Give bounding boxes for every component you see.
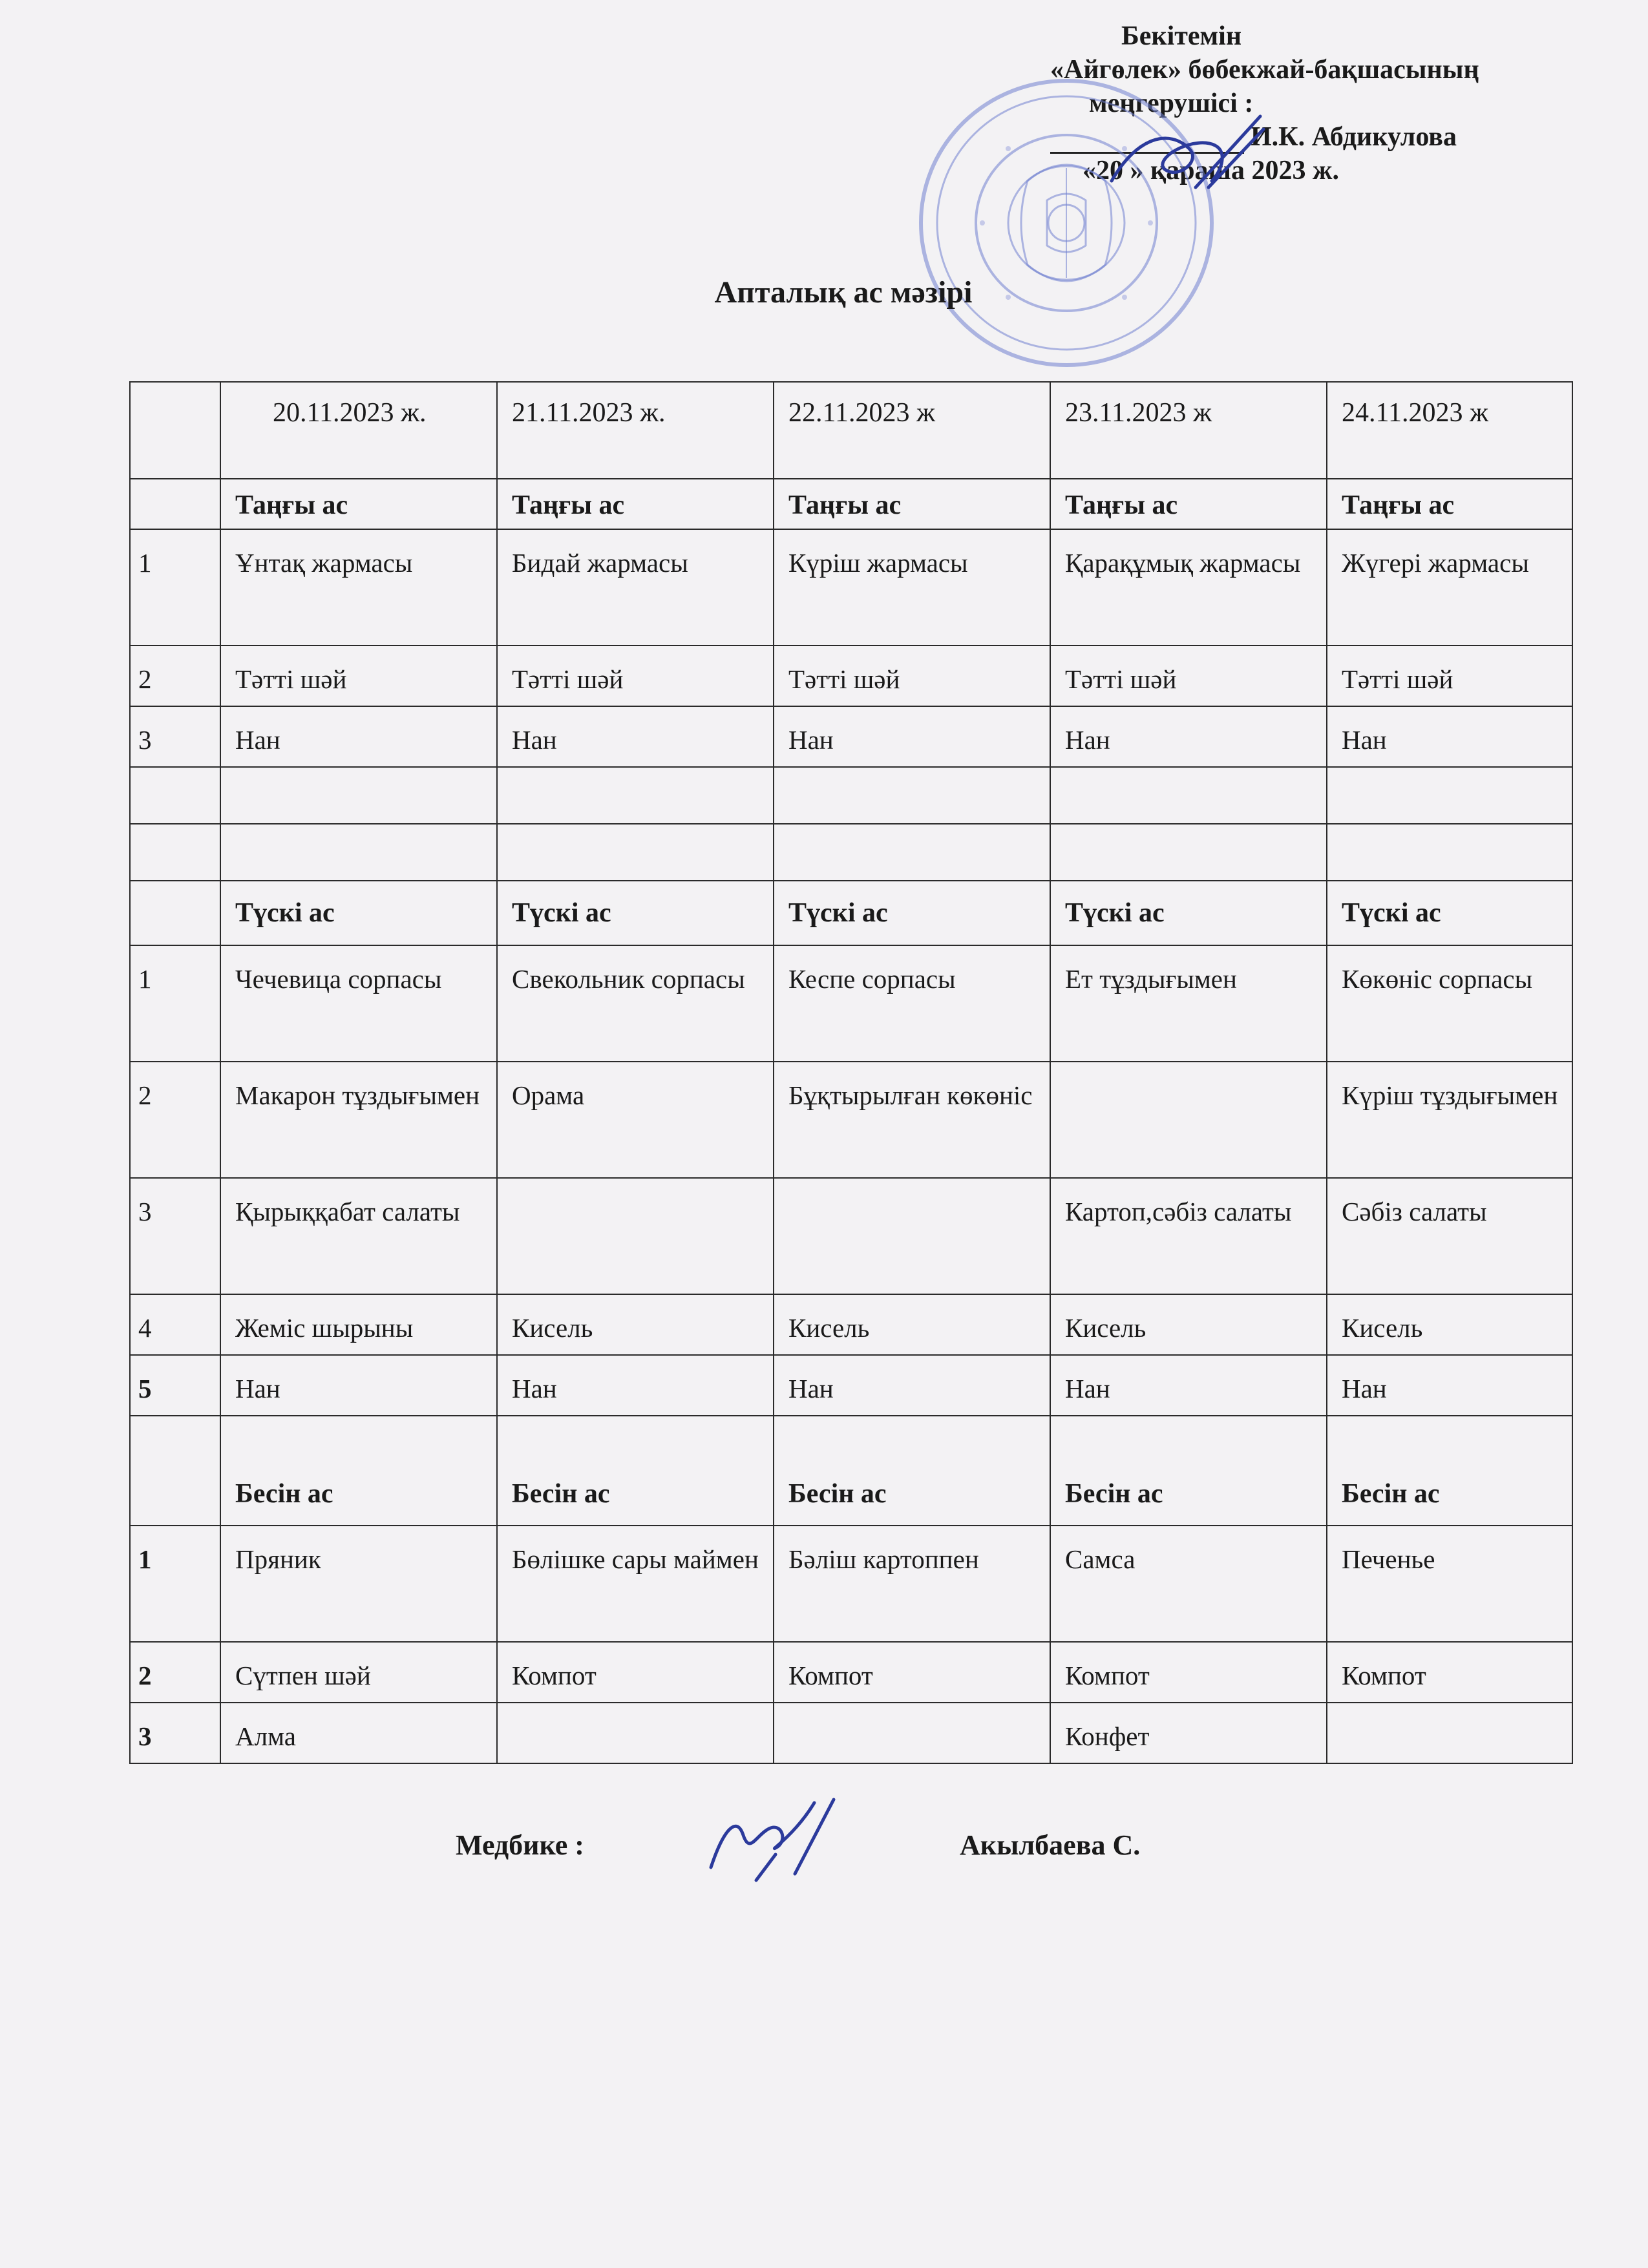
- menu-cell: [774, 1703, 1050, 1763]
- menu-cell: Бөлішке сары маймен: [497, 1526, 774, 1642]
- snack-heading: Бесін ас: [1050, 1416, 1327, 1526]
- menu-cell: Кисель: [497, 1294, 774, 1355]
- menu-cell: Көкөніс сорпасы: [1327, 945, 1572, 1062]
- menu-cell: Сүтпен шәй: [220, 1642, 497, 1703]
- nurse-name: Акылбаева С.: [960, 1829, 1141, 1861]
- menu-cell: Нан: [497, 1355, 774, 1416]
- row-number: 1: [130, 1526, 220, 1642]
- menu-cell: Тәтті шәй: [774, 646, 1050, 706]
- menu-cell: Жеміс шырыны: [220, 1294, 497, 1355]
- nurse-label: Медбике :: [456, 1829, 584, 1861]
- row-number: 2: [130, 1642, 220, 1703]
- table-row: [130, 646, 1572, 706]
- snack-heading: Бесін ас: [497, 1416, 774, 1526]
- lunch-heading: Түскі ас: [497, 881, 774, 945]
- menu-cell: Тәтті шәй: [497, 646, 774, 706]
- menu-cell: Сәбіз салаты: [1327, 1178, 1572, 1294]
- menu-cell: Қырыққабат салаты: [220, 1178, 497, 1294]
- menu-cell: Кисель: [774, 1294, 1050, 1355]
- menu-cell: Нан: [774, 706, 1050, 767]
- menu-cell: Компот: [497, 1642, 774, 1703]
- table-row: [130, 1062, 1572, 1178]
- breakfast-heading-row: [130, 479, 1572, 529]
- row-number: 2: [130, 1062, 220, 1178]
- date-row: [130, 382, 1572, 479]
- lunch-heading: Түскі ас: [774, 881, 1050, 945]
- nurse-signature-icon: [698, 1790, 847, 1887]
- menu-cell: Нан: [1327, 706, 1572, 767]
- menu-cell: Компот: [1327, 1642, 1572, 1703]
- row-number: 1: [130, 945, 220, 1062]
- breakfast-heading: Таңғы ас: [497, 479, 774, 529]
- breakfast-heading: Таңғы ас: [1050, 479, 1327, 529]
- menu-cell: Бұқтырылған көкөніс: [774, 1062, 1050, 1178]
- menu-cell: Алма: [220, 1703, 497, 1763]
- menu-cell: Чечевица сорпасы: [220, 945, 497, 1062]
- table-row: [130, 1642, 1572, 1703]
- heading-num-cell: [130, 479, 220, 529]
- row-number: 1: [130, 529, 220, 646]
- date-cell: 24.11.2023 ж: [1327, 382, 1572, 479]
- approval-line3: меңгерушісі :: [1089, 89, 1254, 118]
- snack-heading: Бесін ас: [774, 1416, 1050, 1526]
- snack-heading: Бесін ас: [220, 1416, 497, 1526]
- menu-cell: Орама: [497, 1062, 774, 1178]
- row-number: 3: [130, 1703, 220, 1763]
- date-cell: 20.11.2023 ж.: [220, 382, 497, 479]
- date-cell: 21.11.2023 ж.: [497, 382, 774, 479]
- breakfast-heading: Таңғы ас: [1327, 479, 1572, 529]
- menu-cell: Нан: [220, 706, 497, 767]
- table-row: [130, 706, 1572, 767]
- row-number: 2: [130, 646, 220, 706]
- menu-cell: Кисель: [1050, 1294, 1327, 1355]
- menu-cell: Макарон тұздығымен: [220, 1062, 497, 1178]
- row-number: 3: [130, 706, 220, 767]
- table-row: [130, 1703, 1572, 1763]
- menu-cell: Тәтті шәй: [1050, 646, 1327, 706]
- date-cell: 22.11.2023 ж: [774, 382, 1050, 479]
- corner-cell: [130, 382, 220, 479]
- menu-cell: Картоп,сәбіз салаты: [1050, 1178, 1327, 1294]
- table-row: [130, 945, 1572, 1062]
- menu-cell: [1050, 1062, 1327, 1178]
- menu-cell: Жүгері жармасы: [1327, 529, 1572, 646]
- weekly-menu-table: [129, 381, 1573, 1764]
- lunch-heading: Түскі ас: [1327, 881, 1572, 945]
- menu-cell: Компот: [774, 1642, 1050, 1703]
- menu-cell: Бәліш картоппен: [774, 1526, 1050, 1642]
- blank-row: [130, 767, 1572, 824]
- lunch-heading: Түскі ас: [220, 881, 497, 945]
- menu-cell: [497, 1703, 774, 1763]
- lunch-heading: Түскі ас: [1050, 881, 1327, 945]
- menu-cell: Компот: [1050, 1642, 1327, 1703]
- row-number: 3: [130, 1178, 220, 1294]
- breakfast-heading: Таңғы ас: [774, 479, 1050, 529]
- lunch-heading-row: [130, 881, 1572, 945]
- menu-cell: [497, 1178, 774, 1294]
- menu-cell: Ұнтақ жармасы: [220, 529, 497, 646]
- menu-cell: Печенье: [1327, 1526, 1572, 1642]
- table-row: [130, 1178, 1572, 1294]
- table-row: [130, 1355, 1572, 1416]
- director-name: И.К. Абдикулова: [1251, 122, 1457, 152]
- menu-cell: Самса: [1050, 1526, 1327, 1642]
- heading-num-cell: [130, 1416, 220, 1526]
- menu-cell: Тәтті шәй: [220, 646, 497, 706]
- breakfast-heading: Таңғы ас: [220, 479, 497, 529]
- menu-cell: [774, 1178, 1050, 1294]
- approval-line1: Бекітемін: [1121, 21, 1242, 51]
- table-row: [130, 529, 1572, 646]
- approval-line2: «Айгөлек» бөбекжай-бақшасының: [1050, 55, 1479, 85]
- menu-cell: Кисель: [1327, 1294, 1572, 1355]
- menu-cell: Күріш жармасы: [774, 529, 1050, 646]
- row-number: 4: [130, 1294, 220, 1355]
- menu-cell: Бидай жармасы: [497, 529, 774, 646]
- blank-row: [130, 824, 1572, 881]
- menu-cell: Нан: [1327, 1355, 1572, 1416]
- menu-cell: Күріш тұздығымен: [1327, 1062, 1572, 1178]
- menu-cell: Ет тұздығымен: [1050, 945, 1327, 1062]
- menu-cell: Кеспе сорпасы: [774, 945, 1050, 1062]
- menu-cell: Қарақұмық жармасы: [1050, 529, 1327, 646]
- heading-num-cell: [130, 881, 220, 945]
- menu-cell: Нан: [1050, 706, 1327, 767]
- director-signature-icon: [1099, 110, 1267, 200]
- menu-cell: Нан: [774, 1355, 1050, 1416]
- menu-cell: Нан: [220, 1355, 497, 1416]
- table-row: [130, 1294, 1572, 1355]
- table-row: [130, 1526, 1572, 1642]
- page-title: Апталық ас мәзірі: [714, 275, 973, 310]
- menu-cell: Конфет: [1050, 1703, 1327, 1763]
- approval-date: «20 » қараша 2023 ж.: [1083, 156, 1339, 185]
- menu-cell: Нан: [1050, 1355, 1327, 1416]
- menu-cell: Тәтті шәй: [1327, 646, 1572, 706]
- date-cell: 23.11.2023 ж: [1050, 382, 1327, 479]
- snack-heading-row: [130, 1416, 1572, 1526]
- menu-cell: Пряник: [220, 1526, 497, 1642]
- menu-cell: Нан: [497, 706, 774, 767]
- menu-cell: Свекольник сорпасы: [497, 945, 774, 1062]
- menu-cell: [1327, 1703, 1572, 1763]
- row-number: 5: [130, 1355, 220, 1416]
- snack-heading: Бесін ас: [1327, 1416, 1572, 1526]
